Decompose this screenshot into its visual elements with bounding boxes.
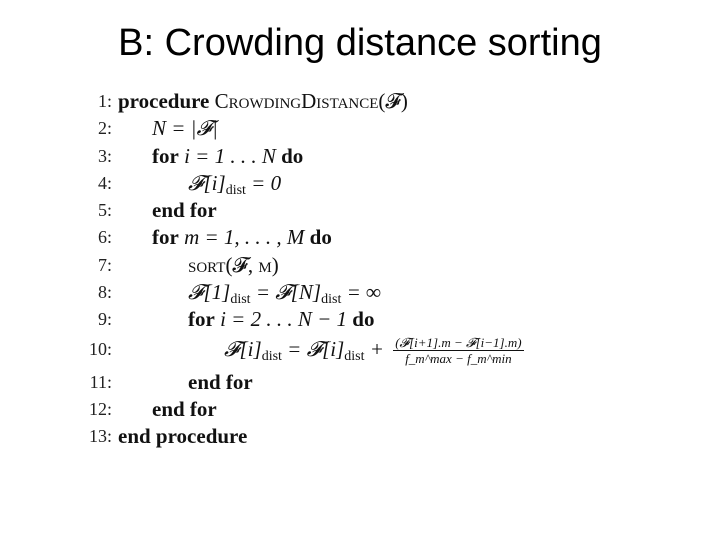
line-number: 8: (97, 282, 112, 303)
code-text: 𝓕[1] (188, 280, 231, 305)
line-number: 1: (97, 91, 112, 111)
line-number: 5: (97, 200, 112, 221)
line-number: 10: (88, 338, 112, 359)
algorithm-line (78, 279, 638, 306)
code-text: i = 1 . . . N (184, 143, 276, 168)
keyword: do (352, 307, 375, 332)
code-text: sort(𝓕, m) (188, 252, 279, 277)
subscript: dist (230, 292, 251, 308)
code-text: CrowdingDistance(𝓕) (214, 89, 408, 113)
keyword: for (188, 307, 215, 332)
keyword: do (281, 143, 304, 168)
line-number: 12: (88, 398, 112, 419)
algorithm-block (78, 88, 638, 451)
algorithm-line (78, 396, 638, 423)
algorithm-line (78, 170, 638, 197)
algorithm-line (78, 334, 638, 369)
line-number: 13: (88, 426, 112, 447)
keyword: end for (152, 396, 217, 421)
subscript: dist (321, 292, 342, 308)
code-text: = 𝓕[N] (250, 280, 322, 305)
algorithm-line (78, 115, 638, 142)
code-text: N = |𝓕| (152, 116, 218, 141)
fraction-numerator: (𝓕[i+1].m − 𝓕[i−1].m) (395, 335, 522, 351)
line-number: 6: (97, 227, 112, 248)
subscript: dist (344, 348, 365, 364)
subscript: dist (261, 348, 282, 364)
code-text: 𝓕[i] (224, 336, 262, 361)
algorithm-line (78, 88, 638, 115)
keyword: end procedure (118, 424, 248, 449)
line-number: 2: (97, 118, 112, 139)
code-text: = 𝓕[i] (281, 336, 345, 361)
keyword: for (152, 143, 179, 168)
algorithm-line (78, 306, 638, 333)
subscript: dist (225, 182, 246, 198)
code-text: i = 2 . . . N − 1 (220, 307, 348, 332)
keyword: for (152, 225, 179, 250)
code-text: = 0 (245, 170, 282, 195)
line-number: 3: (97, 145, 112, 166)
slide-title: B: Crowding distance sorting (118, 22, 602, 64)
line-number: 11: (89, 371, 112, 392)
algorithm-line (78, 252, 638, 279)
algorithm-line (78, 369, 638, 396)
line-number: 9: (97, 309, 112, 330)
code-text: + (364, 336, 390, 361)
algorithm-line (78, 143, 638, 170)
algorithm-line (78, 224, 638, 251)
algorithm-line (78, 423, 638, 450)
keyword: end for (188, 369, 253, 394)
fraction-denominator: f_m^max − f_m^min (405, 351, 512, 367)
line-number: 7: (97, 254, 112, 275)
algorithm-line (78, 197, 638, 224)
code-text: = ∞ (341, 280, 381, 305)
code-text: m = 1, . . . , M (184, 225, 305, 250)
line-number: 4: (97, 172, 112, 193)
keyword: procedure (118, 89, 210, 113)
code-text: 𝓕[i] (188, 170, 226, 195)
keyword: do (309, 225, 332, 250)
fraction (393, 335, 523, 366)
keyword: end for (152, 198, 217, 223)
